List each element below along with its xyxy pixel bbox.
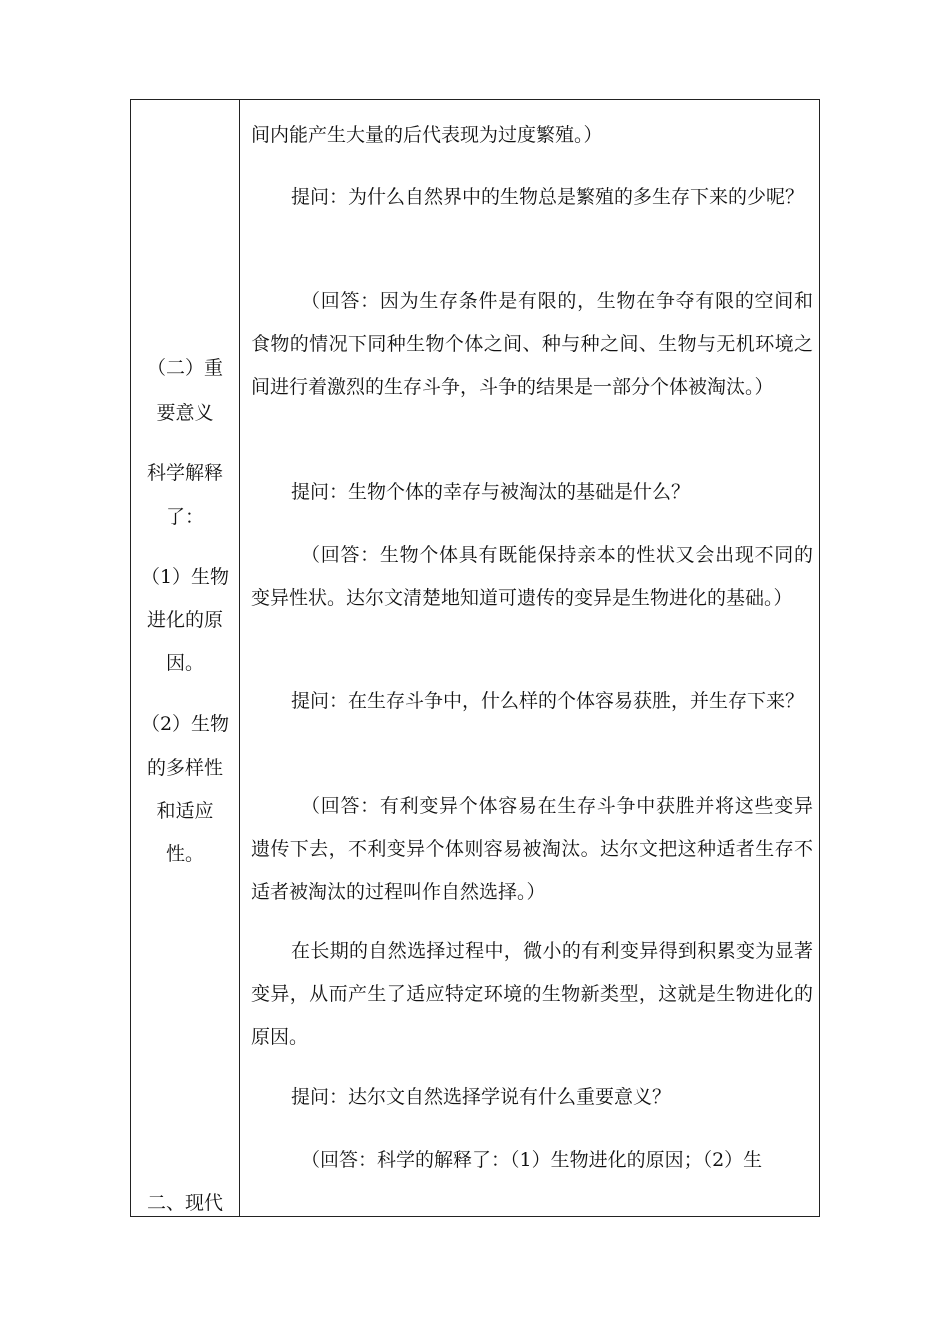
left-line: 要意义 bbox=[156, 402, 214, 424]
left-line: 二、现代 bbox=[146, 1192, 223, 1214]
answer-paragraph: （回答：生物个体具有既能保持亲本的性状又会出现不同的变异性状。达尔文清楚地知道可遗传的变异是生物进化的基础。） bbox=[251, 544, 813, 609]
question-paragraph: 提问：为什么自然界中的生物总是繁殖的多生存下来的少呢？ bbox=[291, 186, 805, 208]
left-line: （二）重 bbox=[146, 357, 223, 379]
right-column bbox=[241, 100, 811, 1216]
left-line: 性。 bbox=[165, 843, 204, 865]
left-column bbox=[131, 100, 239, 1216]
answer-paragraph: （回答：因为生存条件是有限的，生物在争夺有限的空间和食物的情况下同种生物个体之间、种与种之间、生物与无机环境之间进行着激烈的生存斗争，斗争的结果是一部分个体被淘汰。） bbox=[251, 290, 813, 398]
left-line: 和适应 bbox=[156, 800, 214, 822]
paragraph: 在长期的自然选择过程中，微小的有利变异得到积累变为显著变异，从而产生了适应特定环境的生物新类型，这就是生物进化的原因。 bbox=[251, 940, 813, 1048]
answer-paragraph: （回答：有利变异个体容易在生存斗争中获胜并将这些变异遗传下去，不利变异个体则容易被淘汰。达尔文把这种适者生存不适者被淘汰的过程叫作自然选择。） bbox=[251, 795, 813, 903]
answer-paragraph: （回答：科学的解释了：（1）生物进化的原因；（2）生 bbox=[301, 1149, 763, 1171]
left-line: 科学解释 bbox=[146, 462, 223, 484]
left-line: 的多样性 bbox=[146, 757, 223, 779]
question-paragraph: 提问：达尔文自然选择学说有什么重要意义？ bbox=[291, 1086, 672, 1108]
left-line: 了： bbox=[165, 506, 204, 528]
left-line: 因。 bbox=[165, 652, 204, 674]
left-line: （2）生物 bbox=[140, 713, 230, 735]
column-divider bbox=[239, 100, 240, 1216]
lesson-table bbox=[130, 99, 820, 1217]
left-line: （1）生物 bbox=[140, 566, 230, 588]
paragraph: 间内能产生大量的后代表现为过度繁殖。） bbox=[251, 124, 603, 146]
question-paragraph: 提问：生物个体的幸存与被淘汰的基础是什么？ bbox=[291, 481, 691, 503]
question-paragraph: 提问：在生存斗争中，什么样的个体容易获胜，并生存下来？ bbox=[291, 690, 805, 712]
left-line: 进化的原 bbox=[146, 609, 223, 631]
